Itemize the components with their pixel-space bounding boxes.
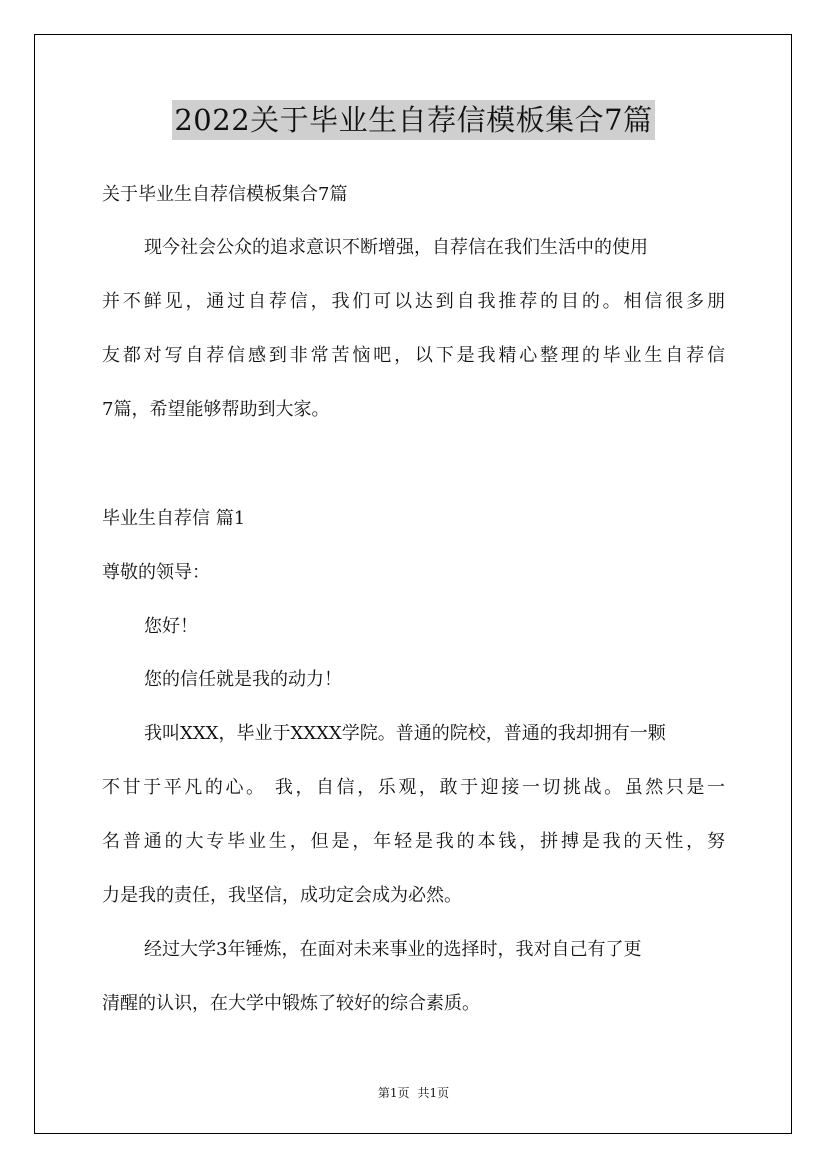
salutation: 尊敬的领导： — [102, 562, 210, 583]
thanks-line: 您的信任就是我的动力！ — [144, 669, 342, 690]
section-heading: 毕业生自荐信 篇1 — [102, 508, 246, 529]
intro-line-3: 友都对写自荐信感到非常苦恼吧，以下是我精心整理的毕业生自荐信 — [102, 345, 725, 366]
para2-line-2: 清醒的认识，在大学中锻炼了较好的综合素质。 — [102, 993, 480, 1014]
greeting: 您好！ — [144, 616, 198, 637]
page-total: 共1页 — [417, 1086, 450, 1100]
page-footer — [0, 1085, 827, 1101]
document-subtitle: 关于毕业生自荐信模板集合7篇 — [102, 184, 348, 205]
para1-line-3: 名普通的大专毕业生，但是，年轻是我的本钱，拼搏是我的天性，努 — [102, 831, 725, 852]
intro-line-4: 7篇，希望能够帮助到大家。 — [102, 399, 330, 420]
document-title: 2022关于毕业生自荐信模板集合7篇 — [172, 100, 654, 140]
page-number: 第1页 — [377, 1086, 410, 1100]
intro-line-2: 并不鲜见，通过自荐信，我们可以达到自我推荐的目的。相信很多朋 — [102, 291, 725, 312]
para1-line-4: 力是我的责任，我坚信，成功定会成为必然。 — [102, 885, 462, 906]
para1-line-2: 不甘于平凡的心。 我，自信，乐观，敢于迎接一切挑战。虽然只是一 — [102, 777, 725, 798]
title-container — [0, 100, 827, 140]
para1-line-1: 我叫XXX，毕业于XXXX学院。普通的院校，普通的我却拥有一颗 — [144, 723, 666, 744]
para2-line-1: 经过大学3年锤炼，在面对未来事业的选择时，我对自己有了更 — [144, 939, 642, 960]
intro-line-1: 现今社会公众的追求意识不断增强，自荐信在我们生活中的使用 — [144, 237, 648, 258]
